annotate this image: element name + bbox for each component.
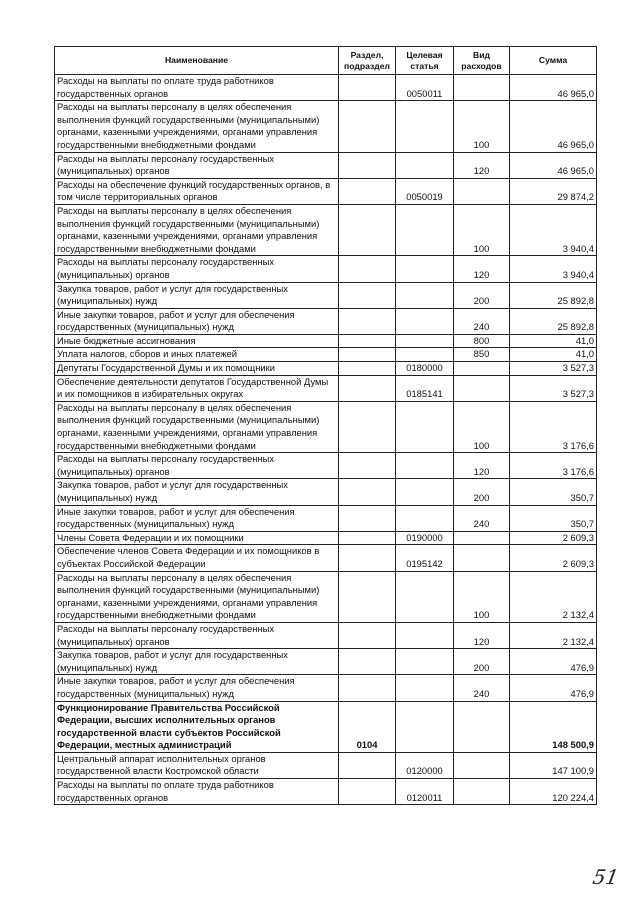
table-row: [55, 362, 597, 376]
cell-name: Иные закупки товаров, работ и услуг для обеспечения государственных (муниципальных) нужд: [55, 675, 339, 701]
cell-type: 100: [454, 204, 510, 255]
table-row: [55, 701, 597, 752]
cell-section: [339, 375, 396, 401]
cell-target: 0180000: [396, 362, 454, 376]
cell-type: 200: [454, 649, 510, 675]
cell-section: [339, 334, 396, 348]
cell-name: Уплата налогов, сборов и иных платежей: [55, 348, 339, 362]
cell-type: [454, 362, 510, 376]
cell-target: 0185141: [396, 375, 454, 401]
cell-target: 0190000: [396, 531, 454, 545]
cell-type: 200: [454, 479, 510, 505]
cell-section: [339, 571, 396, 622]
cell-type: 100: [454, 571, 510, 622]
table-row: [55, 571, 597, 622]
cell-target: [396, 308, 454, 334]
cell-sum: 147 100,9: [510, 752, 597, 778]
cell-type: [454, 779, 510, 805]
cell-name: Расходы на выплаты по оплате труда работников государственных органов: [55, 779, 339, 805]
cell-target: 0120000: [396, 752, 454, 778]
cell-section: [339, 531, 396, 545]
cell-name: Расходы на выплаты персоналу государственных (муниципальных) органов: [55, 453, 339, 479]
cell-type: [454, 545, 510, 571]
cell-target: [396, 334, 454, 348]
cell-target: [396, 479, 454, 505]
table-row: [55, 479, 597, 505]
cell-section: [339, 545, 396, 571]
table-row: [55, 545, 597, 571]
table-row: [55, 453, 597, 479]
cell-section: [339, 101, 396, 152]
cell-sum: 2 132,4: [510, 622, 597, 648]
cell-type: 120: [454, 622, 510, 648]
cell-sum: 41,0: [510, 348, 597, 362]
cell-name: Обеспечение членов Совета Федерации и их помощников в субъектах Российской Федерации: [55, 545, 339, 571]
table-row: [55, 779, 597, 805]
cell-target: 0050011: [396, 75, 454, 101]
cell-sum: 46 965,0: [510, 101, 597, 152]
cell-name: Расходы на выплаты персоналу в целях обеспечения выполнения функций государственными (муниципальными) органами, казенными учреждениями, органами управления государственными внебюджетными фондами: [55, 204, 339, 255]
cell-target: 0050019: [396, 178, 454, 204]
cell-type: 100: [454, 101, 510, 152]
table-header-row: [55, 47, 597, 75]
table-row: [55, 334, 597, 348]
cell-section: [339, 178, 396, 204]
table-row: [55, 75, 597, 101]
cell-target: 0120011: [396, 779, 454, 805]
cell-name: Обеспечение деятельности депутатов Государственной Думы и их помощников в избирательных округах: [55, 375, 339, 401]
cell-section: [339, 649, 396, 675]
cell-sum: 2 132,4: [510, 571, 597, 622]
table-row: [55, 282, 597, 308]
cell-sum: 350,7: [510, 505, 597, 531]
cell-target: [396, 675, 454, 701]
cell-section: [339, 752, 396, 778]
cell-name: Иные закупки товаров, работ и услуг для обеспечения государственных (муниципальных) нужд: [55, 308, 339, 334]
cell-type: [454, 752, 510, 778]
cell-name: Закупка товаров, работ и услуг для государственных (муниципальных) нужд: [55, 649, 339, 675]
cell-sum: 120 224,4: [510, 779, 597, 805]
table-row: [55, 752, 597, 778]
cell-target: [396, 505, 454, 531]
cell-name: Расходы на выплаты персоналу государственных (муниципальных) органов: [55, 152, 339, 178]
cell-section: [339, 479, 396, 505]
cell-sum: 350,7: [510, 479, 597, 505]
cell-target: [396, 622, 454, 648]
cell-sum: 148 500,9: [510, 701, 597, 752]
page-number: 51: [590, 865, 621, 889]
table-row: [55, 348, 597, 362]
table-row: [55, 101, 597, 152]
cell-target: [396, 282, 454, 308]
cell-target: 0195142: [396, 545, 454, 571]
cell-sum: 3 176,6: [510, 453, 597, 479]
table-row: [55, 675, 597, 701]
cell-type: 120: [454, 453, 510, 479]
cell-sum: 3 940,4: [510, 204, 597, 255]
cell-name: Члены Совета Федерации и их помощники: [55, 531, 339, 545]
cell-type: 200: [454, 282, 510, 308]
cell-sum: 3 176,6: [510, 401, 597, 452]
cell-name: Депутаты Государственной Думы и их помощники: [55, 362, 339, 376]
cell-target: [396, 571, 454, 622]
table-row: [55, 204, 597, 255]
cell-name: Закупка товаров, работ и услуг для государственных (муниципальных) нужд: [55, 282, 339, 308]
table-row: [55, 375, 597, 401]
cell-section: [339, 256, 396, 282]
cell-target: [396, 701, 454, 752]
cell-type: 240: [454, 675, 510, 701]
cell-type: [454, 178, 510, 204]
cell-section: [339, 401, 396, 452]
cell-name: Расходы на выплаты персоналу государственных (муниципальных) органов: [55, 256, 339, 282]
cell-section: [339, 675, 396, 701]
cell-section: [339, 779, 396, 805]
cell-name: Расходы на обеспечение функций государственных органов, в том числе территориальных органов: [55, 178, 339, 204]
cell-sum: 41,0: [510, 334, 597, 348]
cell-sum: 2 609,3: [510, 531, 597, 545]
cell-target: [396, 649, 454, 675]
cell-name: Расходы на выплаты персоналу в целях обеспечения выполнения функций государственными (муниципальными) органами, казенными учреждениями, органами управления государственными внебюджетными фондами: [55, 401, 339, 452]
cell-type: [454, 531, 510, 545]
cell-sum: 25 892,8: [510, 282, 597, 308]
cell-section: [339, 348, 396, 362]
cell-target: [396, 256, 454, 282]
table-row: [55, 622, 597, 648]
cell-section: [339, 453, 396, 479]
table-row: [55, 505, 597, 531]
cell-section: [339, 204, 396, 255]
header-sum: Сумма: [510, 47, 597, 75]
cell-section: 0104: [339, 701, 396, 752]
table-row: [55, 401, 597, 452]
table-row: [55, 308, 597, 334]
cell-sum: 3 940,4: [510, 256, 597, 282]
cell-name: Закупка товаров, работ и услуг для государственных (муниципальных) нужд: [55, 479, 339, 505]
cell-sum: 25 892,8: [510, 308, 597, 334]
cell-target: [396, 152, 454, 178]
cell-sum: 29 874,2: [510, 178, 597, 204]
cell-sum: 3 527,3: [510, 375, 597, 401]
cell-section: [339, 622, 396, 648]
cell-target: [396, 401, 454, 452]
cell-name: Расходы на выплаты персоналу в целях обеспечения выполнения функций государственными (муниципальными) органами, казенными учреждениями, органами управления государственными внебюджетными фондами: [55, 571, 339, 622]
header-section: Раздел, подраздел: [339, 47, 396, 75]
cell-sum: 46 965,0: [510, 75, 597, 101]
header-target: Целевая статья: [396, 47, 454, 75]
cell-name: Расходы на выплаты персоналу государственных (муниципальных) органов: [55, 622, 339, 648]
cell-section: [339, 75, 396, 101]
cell-type: 240: [454, 505, 510, 531]
cell-sum: 3 527,3: [510, 362, 597, 376]
cell-section: [339, 362, 396, 376]
cell-target: [396, 453, 454, 479]
cell-section: [339, 282, 396, 308]
cell-section: [339, 308, 396, 334]
cell-name: Расходы на выплаты персоналу в целях обеспечения выполнения функций государственными (муниципальными) органами, казенными учреждениями, органами управления государственными внебюджетными фондами: [55, 101, 339, 152]
cell-name: Центральный аппарат исполнительных органов государственной власти Костромской области: [55, 752, 339, 778]
cell-type: [454, 75, 510, 101]
cell-type: 800: [454, 334, 510, 348]
cell-section: [339, 152, 396, 178]
table-row: [55, 152, 597, 178]
cell-name: Функционирование Правительства Российской Федерации, высших исполнительных органов государственной власти субъектов Российской Федерации, местных администраций: [55, 701, 339, 752]
table-row: [55, 649, 597, 675]
cell-name: Расходы на выплаты по оплате труда работников государственных органов: [55, 75, 339, 101]
header-type: Вид расходов: [454, 47, 510, 75]
cell-type: 120: [454, 152, 510, 178]
cell-type: 850: [454, 348, 510, 362]
cell-name: Иные закупки товаров, работ и услуг для обеспечения государственных (муниципальных) нужд: [55, 505, 339, 531]
cell-target: [396, 348, 454, 362]
budget-table: [54, 46, 597, 805]
header-name: Наименование: [55, 47, 339, 75]
cell-sum: 476,9: [510, 675, 597, 701]
cell-type: 240: [454, 308, 510, 334]
cell-type: 100: [454, 401, 510, 452]
cell-type: [454, 701, 510, 752]
cell-target: [396, 204, 454, 255]
cell-sum: 46 965,0: [510, 152, 597, 178]
cell-type: [454, 375, 510, 401]
cell-sum: 476,9: [510, 649, 597, 675]
cell-sum: 2 609,3: [510, 545, 597, 571]
table-row: [55, 178, 597, 204]
cell-target: [396, 101, 454, 152]
cell-name: Иные бюджетные ассигнования: [55, 334, 339, 348]
cell-section: [339, 505, 396, 531]
table-row: [55, 531, 597, 545]
cell-type: 120: [454, 256, 510, 282]
table-row: [55, 256, 597, 282]
